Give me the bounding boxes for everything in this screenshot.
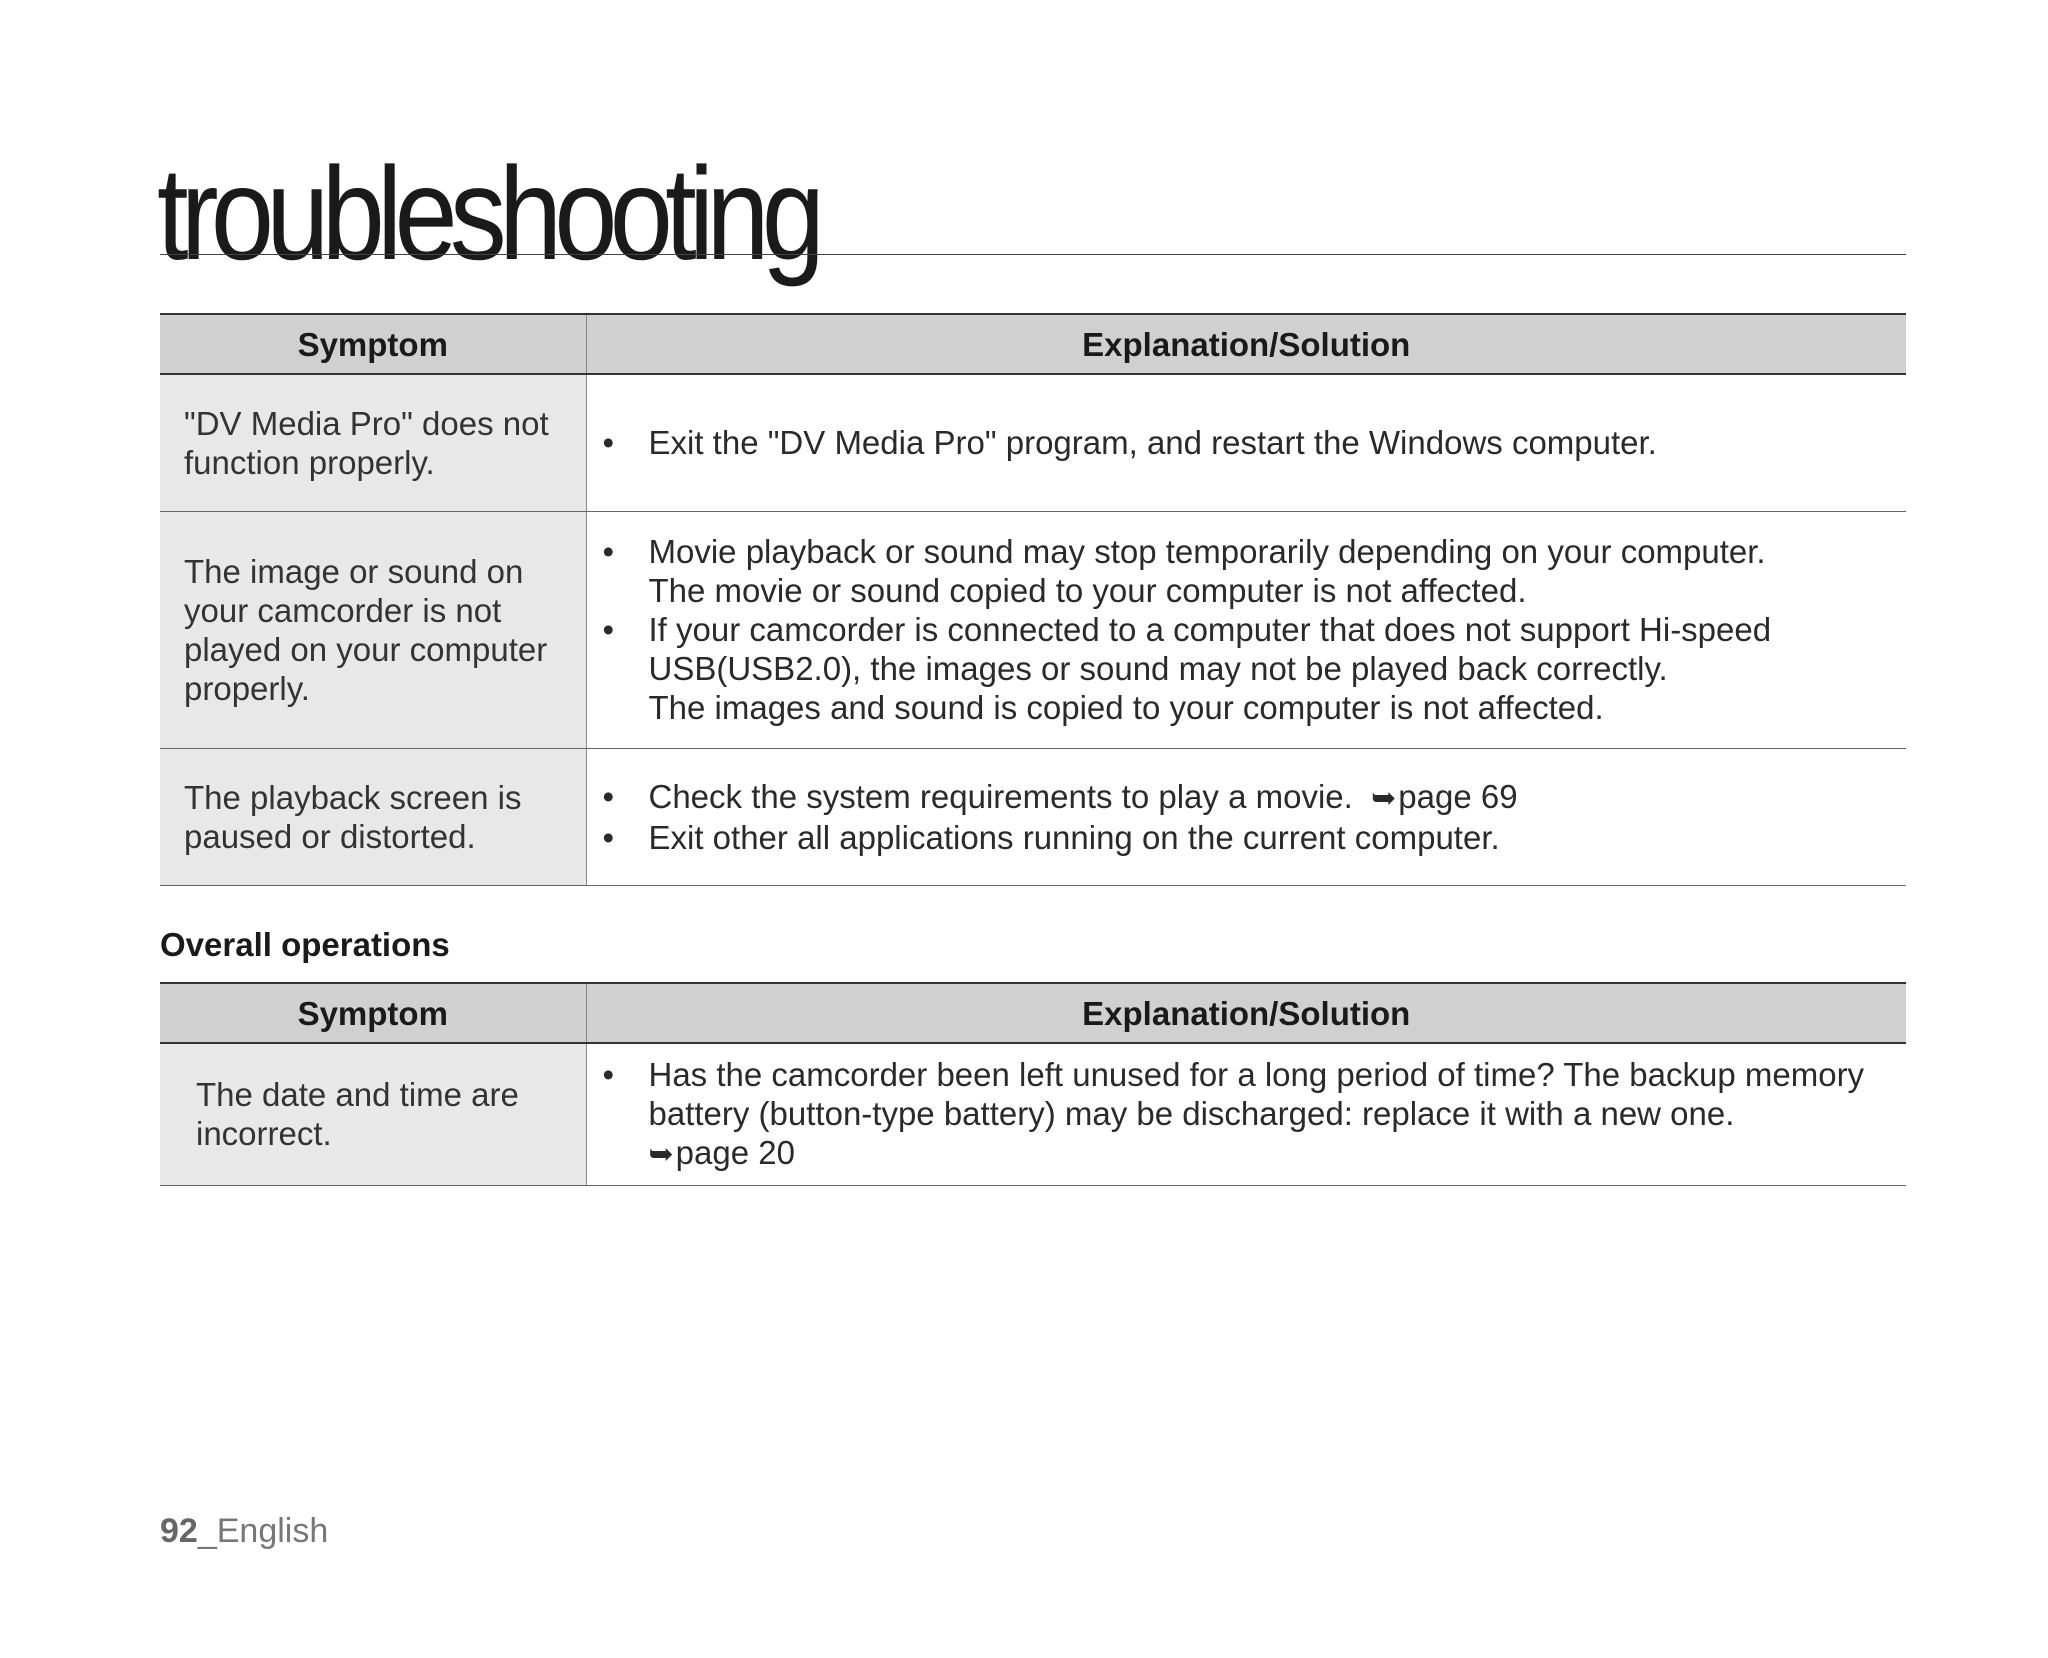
solution-line bbox=[649, 777, 1889, 818]
symptom-line: properly. bbox=[184, 669, 310, 707]
page-ref-arrow-icon: ➥ bbox=[1371, 781, 1397, 815]
page-number: 92 bbox=[160, 1512, 198, 1550]
symptom-line: your camcorder is not bbox=[184, 591, 502, 629]
table-row bbox=[160, 748, 1906, 885]
solution-cell bbox=[586, 1043, 1906, 1185]
bullet-dot-icon: • bbox=[602, 1055, 615, 1093]
solution-cell bbox=[586, 748, 1906, 885]
troubleshooting-table-pc bbox=[160, 313, 1906, 886]
header-symptom: Symptom bbox=[160, 314, 586, 374]
solution-line: The images and sound is copied to your computer is not affected. bbox=[648, 689, 1604, 726]
solution-line bbox=[649, 1133, 1889, 1174]
solution-cell bbox=[586, 374, 1906, 511]
symptom-line: The playback screen is bbox=[184, 778, 522, 816]
symptom-cell bbox=[160, 374, 586, 511]
bullet-dot-icon: • bbox=[602, 533, 615, 570]
solution-line: The movie or sound copied to your computer is not affected. bbox=[648, 572, 1527, 609]
table-header-row bbox=[160, 983, 1906, 1043]
solution-line: If your camcorder is connected to a computer that does not support Hi-speed bbox=[648, 611, 1772, 648]
solution-cell bbox=[586, 511, 1906, 748]
page-ref-arrow-icon: ➥ bbox=[648, 1137, 674, 1171]
solution-bullet bbox=[603, 423, 1889, 462]
solution-bullet bbox=[603, 532, 1889, 610]
solution-line: USB(USB2.0), the images or sound may not be played back correctly. bbox=[648, 650, 1668, 687]
page-ref-link[interactable]: page 69 bbox=[1398, 777, 1518, 815]
page-footer bbox=[160, 1512, 328, 1551]
symptom-line: "DV Media Pro" does not bbox=[184, 404, 549, 442]
page-title: troubleshooting bbox=[157, 140, 818, 287]
footer-language: _English bbox=[197, 1512, 329, 1550]
solution-line: Movie playback or sound may stop temporarily depending on your computer. bbox=[648, 533, 1766, 570]
title-rule bbox=[160, 254, 1906, 255]
section-heading-overall-operations: Overall operations bbox=[160, 926, 450, 963]
symptom-line: incorrect. bbox=[196, 1115, 332, 1153]
table-row bbox=[160, 1043, 1906, 1185]
symptom-line: The date and time are bbox=[196, 1076, 519, 1114]
table-header-row bbox=[160, 314, 1906, 374]
solution-line: Has the camcorder been left unused for a long period of time? The backup memory bbox=[648, 1055, 1865, 1093]
symptom-line: played on your computer bbox=[184, 630, 548, 668]
troubleshooting-table-overall bbox=[160, 982, 1906, 1186]
symptom-line: paused or distorted. bbox=[184, 817, 476, 855]
symptom-cell bbox=[160, 1043, 586, 1185]
symptom-cell bbox=[160, 511, 586, 748]
page-ref-link[interactable]: page 20 bbox=[675, 1133, 795, 1171]
symptom-line: function properly. bbox=[184, 443, 435, 481]
solution-line: battery (button-type battery) may be discharged: replace it with a new one. bbox=[648, 1094, 1735, 1132]
solution-line: Exit other all applications running on the current computer. bbox=[648, 818, 1500, 856]
solution-line: Exit the "DV Media Pro" program, and restart the Windows computer. bbox=[648, 424, 1657, 462]
solution-bullet bbox=[603, 610, 1889, 727]
header-explanation: Explanation/Solution bbox=[586, 983, 1906, 1043]
solution-text: Check the system requirements to play a movie. bbox=[648, 777, 1353, 815]
bullet-dot-icon: • bbox=[602, 818, 615, 856]
table-row bbox=[160, 374, 1906, 511]
header-explanation: Explanation/Solution bbox=[586, 314, 1906, 374]
header-symptom: Symptom bbox=[160, 983, 586, 1043]
table-row bbox=[160, 511, 1906, 748]
solution-bullet bbox=[603, 1055, 1889, 1174]
symptom-cell bbox=[160, 748, 586, 885]
bullet-dot-icon: • bbox=[602, 611, 615, 648]
symptom-line: The image or sound on bbox=[184, 552, 524, 590]
solution-bullet bbox=[603, 777, 1889, 818]
solution-bullet bbox=[603, 818, 1889, 857]
bullet-dot-icon: • bbox=[602, 424, 615, 462]
bullet-dot-icon: • bbox=[602, 777, 615, 815]
